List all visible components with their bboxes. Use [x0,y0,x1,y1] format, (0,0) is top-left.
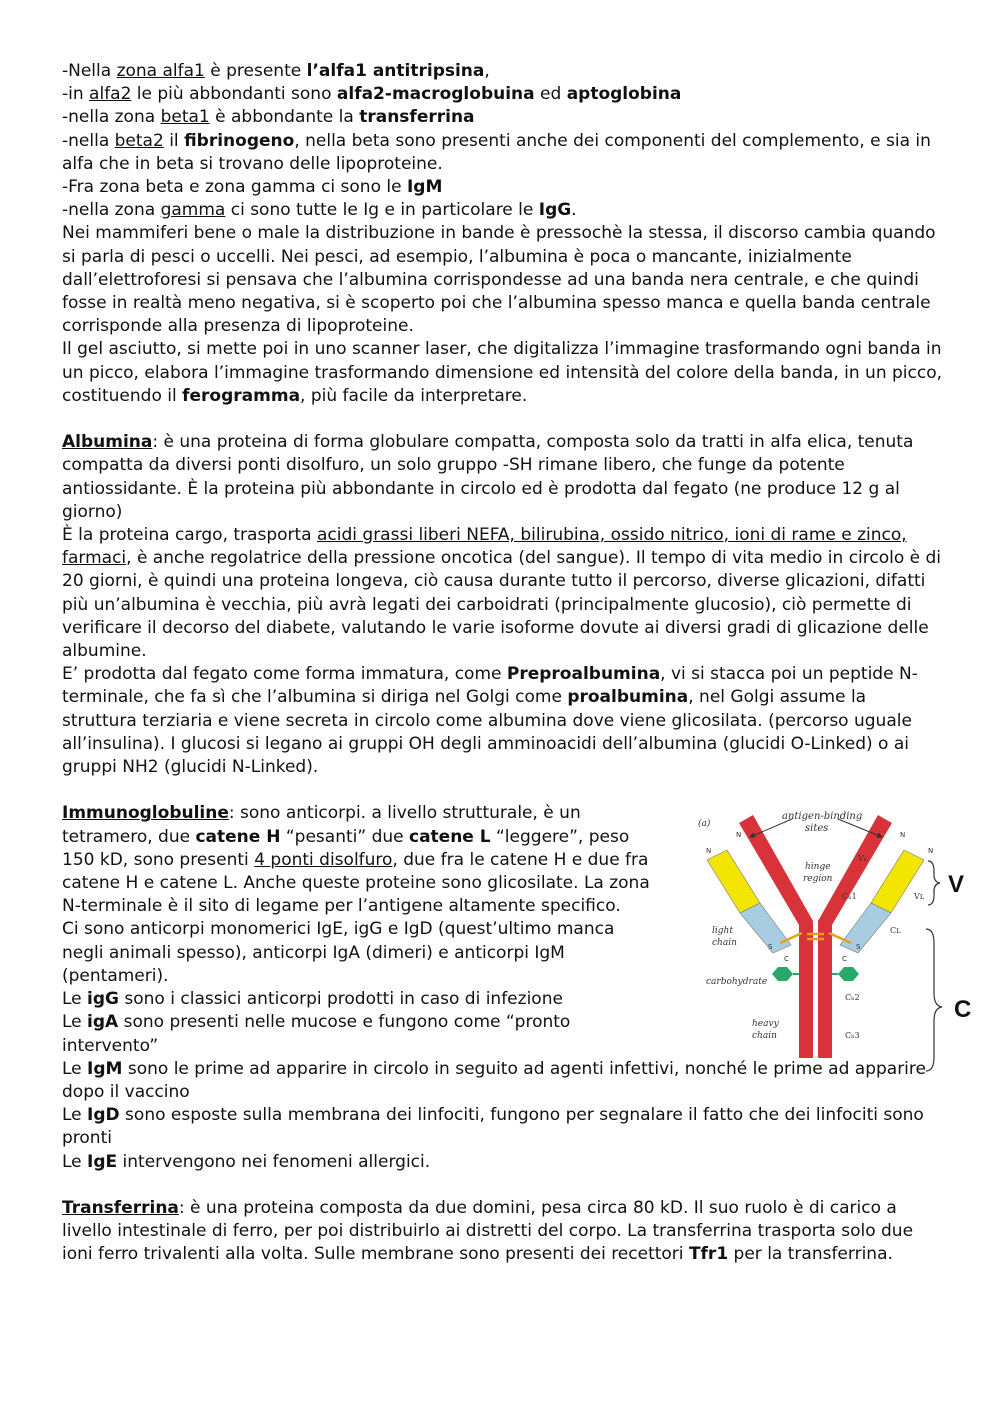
scanner-paragraph: Il gel asciutto, si mette poi in uno scanner laser, che digitalizza l’immagine trasformando ogni banda in un picco, elabora l’immagine trasformando dimensione ed intensità del colore della banda, in un picco, costituendo il ferogramma, più facile da interpretare. [62,339,943,406]
n-label-1: N [706,847,712,855]
beta2-line: -nella beta2 il fibrinogeno, nella beta sono presenti anche dei componenti del complemento, e sia in alfa che in beta si trovano delle lipoproteine. [62,130,931,174]
hinge-label: hinge [805,862,831,872]
heavy-chain-stem-right [818,946,832,1058]
big-v-label: V [948,871,965,898]
iga-line: Le igA sono presenti nelle mucose e fungono come “pronto intervento” [62,1012,571,1056]
s-label-2: S [856,943,861,951]
cl-label: Cʟ [890,926,901,935]
beta-gamma-line: -Fra zona beta e zona gamma ci sono le IgM [62,177,443,198]
c-label-1: C [784,955,789,963]
chain-label-heavy: chain [752,1031,777,1041]
albumina-paragraph-2: È la proteina cargo, trasporta acidi grassi liberi NEFA, bilirubina, ossido nitrico, ioni di rame e zinco, farmaci, è anche regolatrice della pressione oncotica (del sangue). Il tempo di vita medio in circolo è di 20 giorni, è quindi una proteina longeva, ciò causa durante tutto il percorso, diverse glicazioni, difatti più un’albumina è vecchia, più avrà legati dei carboidrati (principalmente glucosio), ciò permette di verificare il decorso del diabete, valutando le varie isoforme dovute ai diversi gradi di glicazione delle albumine. [62,525,942,662]
region-label: region [803,874,833,884]
albumina-paragraph-1: Albumina: è una proteina di forma globulare compatta, composta solo da tratti in alfa elica, tenuta compatta da diversi ponti disolfuro, un solo gruppo -SH rimane libero, che funge da potente antiossidante. È la proteina più abbondante in circolo ed è prodotta dal fegato (ne produce 12 g al giorno) [62,432,914,522]
n-label-4: N [928,847,934,855]
document-page [62,60,942,1267]
light-chain-variable-left [707,850,760,913]
brace-c [926,929,942,1071]
brace-v [928,861,940,905]
vh-label: Vₕ [858,854,868,863]
panel-label: (a) [698,819,711,829]
antigen-binding-label: antigen-binding [782,811,863,822]
sites-label: sites [805,823,829,834]
alfa2-line: -in alfa2 le più abbondanti sono alfa2-macroglobuina ed aptoglobina [62,84,682,105]
n-label-3: N [900,831,906,839]
antibody-figure [692,803,988,1079]
mammals-paragraph: Nei mammiferi bene o male la distribuzione in bande è pressochè la stessa, il discorso cambia quando si parla di pesci o uccelli. Nei pesci, ad esempio, l’albumina è poca o mancante, inizialmente dall’elettroforesi si pensava che l’albumina corrispondesse ad una banda nera centrale, e che quindi fosse in realtà meno negativa, si è scoperto poi che l’albumina spesso manca e quella banda centrale corrisponde alla presenza di lipoproteine. [62,223,936,337]
albumina-heading: Albumina [62,432,153,453]
carbohydrate-label: carbohydrate [706,977,768,987]
immuno-wrapped-text [62,802,660,1057]
carbohydrate-right [838,967,859,981]
transferrina-paragraph: Transferrina: è una proteina composta da due domini, pesa circa 80 kD. Il suo ruolo è di carico a livello intestinale di ferro, per poi distribuirlo ai distretti del corpo. La transferrina trasporta solo due ioni ferro trivalenti alla volta. Sulle membrane sono presenti dei recettori Tfr1 per la transferrina. [62,1197,914,1265]
ch2-label: Cₕ2 [845,993,860,1002]
ige-line: Le IgE intervengono nei fenomeni allergici. [62,1151,431,1172]
igg-line: Le igG sono i classici anticorpi prodotti in caso di infezione [62,989,563,1010]
transferrina-heading: Transferrina [62,1197,179,1218]
alfa1-line: -Nella zona alfa1 è presente l’alfa1 antitripsina, [62,61,490,81]
light-label: light [712,926,733,936]
light-chain-constant-right [840,903,891,953]
beta1-line: -nella zona beta1 è abbondante la transferrina [62,107,475,128]
heavy-chain-stem-left [799,946,813,1058]
gamma-line: -nella zona gamma ci sono tutte le Ig e in particolare le IgG. [62,200,577,221]
n-label-2: N [736,831,742,839]
antibody-diagram [692,803,988,1079]
immuno-paragraph-1: Immunoglobuline: sono anticorpi. a livello strutturale, è un tetramero, due catene H “pesanti” due catene L “leggere”, peso 150 kD, sono presenti 4 ponti disolfuro, due fra le catene H e due fra catene H e catene L. Anche queste proteine sono glicosilate. La zona N-terminale è il sito di legame per l’antigene altamente specifico. [62,803,650,917]
igd-line: Le IgD sono esposte sulla membrana dei linfociti, fungono per segnalare il fatto che dei linfociti sono pronti [62,1105,924,1149]
light-chain-variable-right [871,850,924,913]
chain-label-light: chain [712,938,737,948]
igm-line: Le IgM sono le prime ad apparire in circolo in seguito ad agenti infettivi, nonché le prime ad apparire dopo il vaccino [62,1058,926,1102]
immuno-paragraph-2: Ci sono anticorpi monomerici IgE, igG e IgD (quest’ultimo manca negli animali spesso), anticorpi IgA (dimeri) e anticorpi IgM (pentameri). [62,919,615,986]
light-chain-constant-left [740,903,791,953]
c-label-2: C [842,955,847,963]
big-c-label: C [954,996,972,1023]
carbohydrate-left [772,967,793,981]
ch1-label: Cₕ1 [842,892,857,901]
vl-label: Vʟ [914,892,925,901]
s-label-1: S [768,943,773,951]
immunoglobuline-heading: Immunoglobuline [62,803,229,824]
albumina-paragraph-3: E’ prodotta dal fegato come forma immatura, come Preproalbumina, vi si stacca poi un peptide N-terminale, che fa sì che l’albumina si diriga nel Golgi come proalbumina, nel Golgi assume la struttura terziaria e viene secreta in circolo come albumina dove viene glicosilata. (percorso uguale all’insulina). I glucosi si legano ai gruppi OH degli amminoacidi dell’albumina (glucidi O-Linked) o ai gruppi NH2 (glucidi N-Linked). [62,664,918,778]
ch3-label: Cₕ3 [845,1031,860,1040]
heavy-label: heavy [752,1019,779,1029]
